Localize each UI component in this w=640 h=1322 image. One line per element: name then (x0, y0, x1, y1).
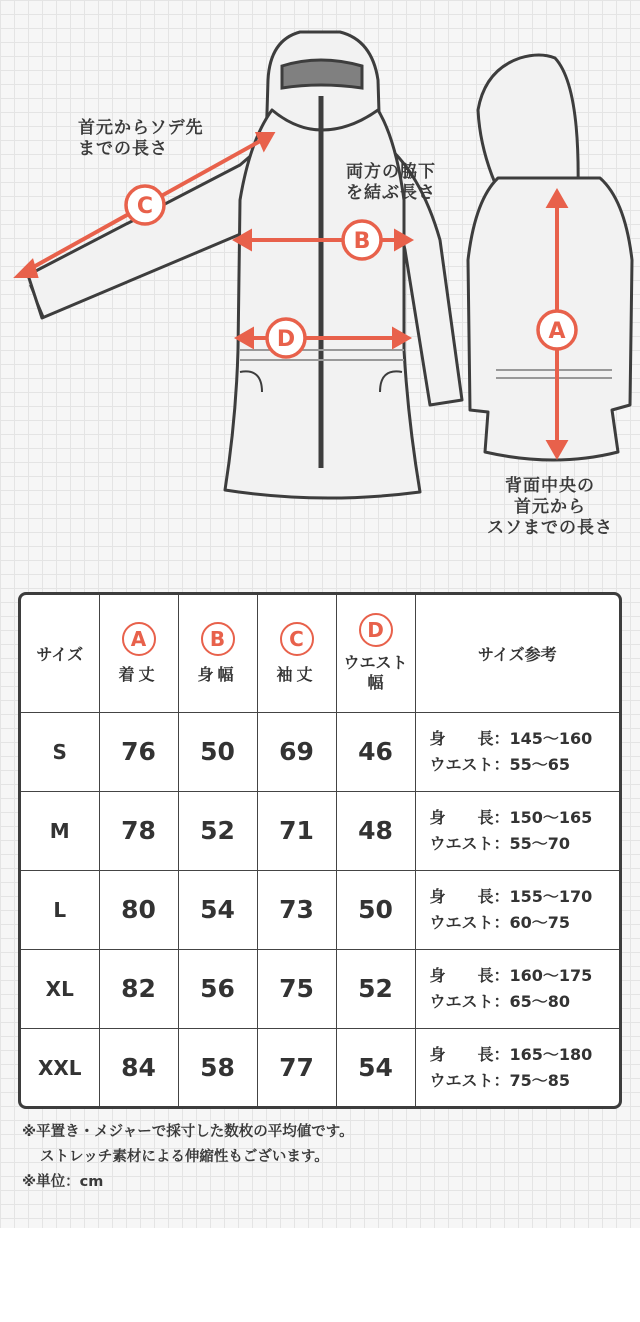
cell-c: 75 (257, 949, 336, 1028)
header-name-d: ウエスト 幅 (343, 653, 408, 693)
cell-size: L (21, 870, 99, 949)
label-a-line3: スソまでの長さ (487, 518, 613, 538)
marker-c (126, 186, 164, 224)
cell-a: 84 (99, 1028, 178, 1107)
marker-b (343, 221, 381, 259)
header-size: サイズ (21, 595, 99, 712)
label-a-description (470, 476, 630, 539)
footnote-2: ストレッチ素材による伸縮性もございます。 (40, 1149, 329, 1165)
footnotes (22, 1120, 354, 1195)
ref-waist: ウエスト：65～80 (429, 991, 571, 1011)
cell-b: 58 (178, 1028, 257, 1107)
cell-size-reference (415, 712, 619, 791)
cell-size-reference (415, 1028, 619, 1107)
label-a-line1: 背面中央の (505, 476, 595, 496)
size-table-frame (18, 592, 622, 1109)
label-c-description (78, 118, 204, 160)
header-col-b (178, 595, 257, 712)
cell-c: 69 (257, 712, 336, 791)
cell-size-reference (415, 949, 619, 1028)
table-row (21, 870, 619, 949)
cell-b: 56 (178, 949, 257, 1028)
ref-waist: ウエスト：55～65 (429, 754, 571, 774)
marker-a (538, 311, 576, 349)
header-marker-d: D (359, 613, 393, 647)
header-marker-a: A (122, 622, 156, 656)
label-b-line2: を結ぶ長さ (346, 183, 436, 203)
cell-d: 52 (336, 949, 415, 1028)
ref-height: 身 長：165～180 (429, 1044, 593, 1064)
header-name-c: 袖丈 (276, 664, 317, 684)
ref-height: 身 長：155～170 (429, 886, 593, 906)
ref-height: 身 長：150～165 (429, 807, 593, 827)
table-row (21, 791, 619, 870)
cell-a: 78 (99, 791, 178, 870)
ref-waist: ウエスト：75～85 (429, 1070, 571, 1090)
marker-c-text: C (136, 194, 154, 219)
cell-d: 54 (336, 1028, 415, 1107)
marker-a-text: A (548, 319, 566, 344)
cell-c: 77 (257, 1028, 336, 1107)
label-b-description (346, 162, 436, 204)
header-col-d (336, 595, 415, 712)
cell-size: XL (21, 949, 99, 1028)
cell-d: 48 (336, 791, 415, 870)
marker-d (267, 319, 305, 357)
header-col-c (257, 595, 336, 712)
cell-d: 50 (336, 870, 415, 949)
cell-size-reference (415, 791, 619, 870)
header-marker-b: B (201, 622, 235, 656)
cell-b: 54 (178, 870, 257, 949)
back-hood (478, 55, 578, 190)
cell-b: 50 (178, 712, 257, 791)
header-ref: サイズ参考 (415, 595, 619, 712)
cell-c: 71 (257, 791, 336, 870)
cell-size: XXL (21, 1028, 99, 1107)
cell-a: 82 (99, 949, 178, 1028)
ref-height: 身 長：145～160 (429, 728, 593, 748)
cell-a: 80 (99, 870, 178, 949)
header-marker-c: C (280, 622, 314, 656)
cell-c: 73 (257, 870, 336, 949)
footnote-1: ※平置き・メジャーで採寸した数枚の平均値です。 (22, 1124, 354, 1140)
face-opening (282, 60, 362, 88)
table-row (21, 1028, 619, 1107)
cell-size-reference (415, 870, 619, 949)
table-row (21, 712, 619, 791)
cell-size: M (21, 791, 99, 870)
cell-b: 52 (178, 791, 257, 870)
label-c-line2: までの長さ (78, 139, 168, 159)
ref-height: 身 長：160～175 (429, 965, 593, 985)
marker-b-text: B (353, 229, 371, 254)
cell-a: 76 (99, 712, 178, 791)
label-b-line1: 両方の脇下 (346, 162, 436, 182)
table-row (21, 949, 619, 1028)
label-a-line2: 首元から (514, 497, 586, 517)
header-name-b: 身幅 (197, 664, 238, 684)
ref-waist: ウエスト：55～70 (429, 833, 571, 853)
footnote-unit: ※単位：cm (22, 1174, 104, 1190)
cell-size: S (21, 712, 99, 791)
label-c-line1: 首元からソデ先 (78, 118, 204, 138)
cell-d: 46 (336, 712, 415, 791)
marker-d-text: D (276, 327, 296, 352)
table-header-row (21, 595, 619, 712)
size-table (21, 595, 619, 1107)
ref-waist: ウエスト：60～75 (429, 912, 571, 932)
header-name-a: 着丈 (118, 664, 159, 684)
header-col-a (99, 595, 178, 712)
